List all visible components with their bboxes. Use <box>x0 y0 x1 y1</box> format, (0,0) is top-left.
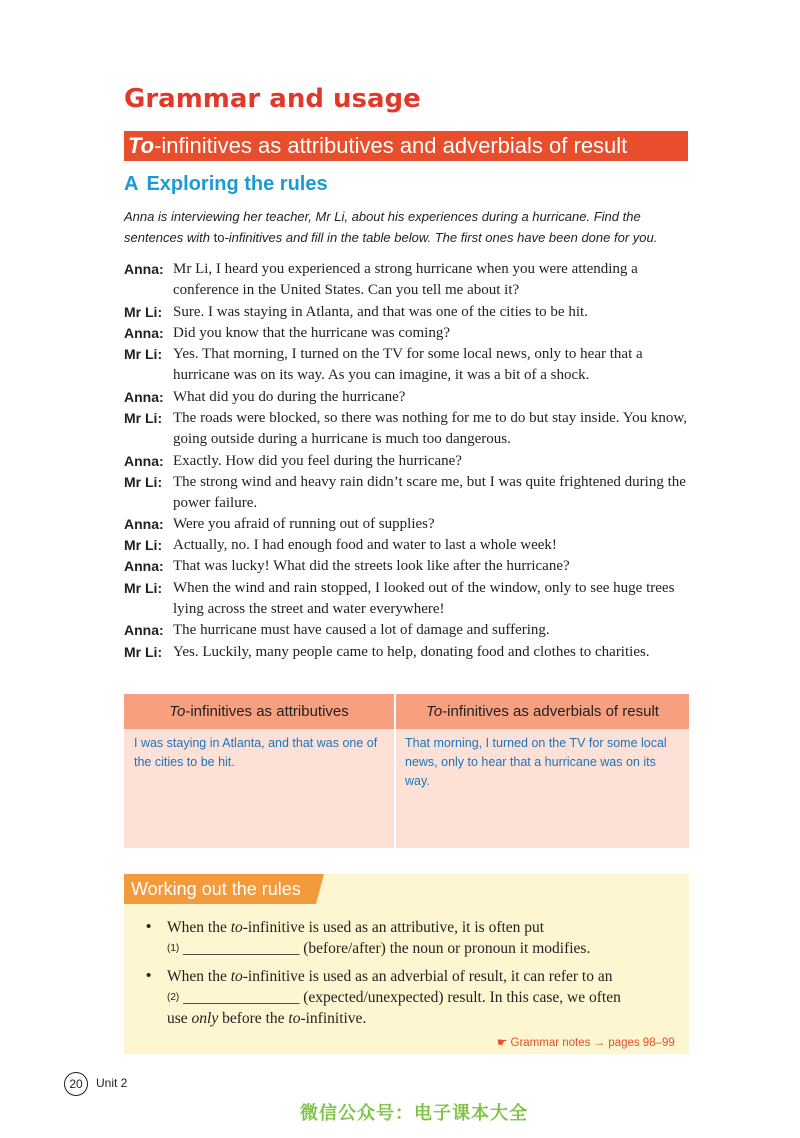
rule-text: -infinitive is used as an attributive, it is often put <box>242 919 545 936</box>
dialogue-text: When the wind and rain stopped, I looked out of the window, only to see huge trees lying across the street and water everywhere! <box>173 580 675 617</box>
dialogue-text: Were you afraid of running out of supplies? <box>173 516 435 532</box>
speaker: Anna: <box>124 516 164 532</box>
header-italic: To <box>426 703 443 720</box>
section-letter: A <box>124 173 139 195</box>
bullet-1: • <box>146 918 152 935</box>
speaker: Mr Li: <box>124 346 163 362</box>
speaker: Anna: <box>124 558 164 574</box>
rule-italic: to <box>230 968 243 985</box>
speaker: Anna: <box>124 325 164 341</box>
dialogue-text: Exactly. How did you feel during the hurricane? <box>173 453 462 469</box>
dialogue-line <box>124 302 690 323</box>
speaker: Mr Li: <box>124 304 163 320</box>
rule-text: -infinitive. <box>300 1010 367 1027</box>
dialogue-line <box>124 408 690 450</box>
grammar-notes-link[interactable]: ☛ Grammar notes → pages 98–99 <box>497 1037 675 1049</box>
bullet-2: • <box>146 967 152 984</box>
header-text: -infinitives as attributives <box>185 703 349 720</box>
blank-number: (2) <box>167 992 180 1003</box>
instructions-to: to <box>213 230 225 245</box>
dialogue-line <box>124 344 690 386</box>
dialogue-line <box>124 514 690 535</box>
dialogue-line <box>124 578 690 620</box>
page-number: 20 <box>64 1072 88 1096</box>
rule-1 <box>167 917 687 959</box>
table-cell-attributive-example: I was staying in Atlanta, and that was one of the cities to be hit. <box>134 736 378 769</box>
dialogue-text: The strong wind and heavy rain didn’t scare me, but I was quite frightened during the power failure. <box>173 474 686 511</box>
rule-text: -infinitive is used as an adverbial of result, it can refer to an <box>242 968 613 985</box>
rule-text: use <box>167 1010 192 1027</box>
rule-italic: to <box>230 919 243 936</box>
working-title: Working out the rules <box>131 879 301 899</box>
answer-blank-2[interactable]: _______________ <box>183 989 300 1006</box>
dialogue-line <box>124 535 690 556</box>
dialogue-line <box>124 323 690 344</box>
dialogue-text: The roads were blocked, so there was nothing for me to do but stay inside. You know, going outside during a hurricane is much too dangerous. <box>173 410 687 447</box>
speaker: Mr Li: <box>124 410 163 426</box>
dialogue-line <box>124 259 690 301</box>
speaker: Mr Li: <box>124 580 163 596</box>
dialogue-line <box>124 556 690 577</box>
dialogue-text: Did you know that the hurricane was coming? <box>173 325 451 341</box>
dialogue-text: Mr Li, I heard you experienced a strong hurricane when you were attending a conference in the United States. Can you tell me about it? <box>173 261 638 298</box>
dialogue-line <box>124 620 690 641</box>
section-heading <box>124 173 328 196</box>
instructions <box>124 206 690 248</box>
dialogue-text: Sure. I was staying in Atlanta, and that was one of the cities to be hit. <box>173 304 588 320</box>
speaker: Anna: <box>124 622 164 638</box>
rule-text: (expected/unexpected) result. In this case, we often <box>299 989 621 1006</box>
unit-label: Unit 2 <box>96 1076 128 1090</box>
speaker: Anna: <box>124 261 164 277</box>
table-column-divider <box>394 694 396 848</box>
speaker: Anna: <box>124 453 164 469</box>
banner-italic: To <box>128 133 155 158</box>
instructions-part1: Anna is interviewing her teacher, Mr Li, about his experiences during a hurricane. Find the sentences with <box>124 209 641 245</box>
header-italic: To <box>169 703 186 720</box>
speaker: Mr Li: <box>124 644 163 660</box>
dialogue-text: Yes. Luckily, many people came to help, donating food and clothes to charities. <box>173 644 650 660</box>
speaker: Mr Li: <box>124 537 163 553</box>
instructions-part2: -infinitives and fill in the table below. The first ones have been done for you. <box>224 230 658 245</box>
header-text: -infinitives as adverbials of result <box>442 703 659 720</box>
dialogue-text: The hurricane must have caused a lot of damage and suffering. <box>173 622 550 638</box>
dialogue-line <box>124 472 690 514</box>
rule-italic: to <box>288 1010 301 1027</box>
dialogue-text: That was lucky! What did the streets look like after the hurricane? <box>173 558 570 574</box>
rule-text: When the <box>167 968 231 985</box>
rules-table <box>124 694 689 848</box>
rule-text: (before/after) the noun or pronoun it modifies. <box>299 940 591 957</box>
rule-2 <box>167 966 687 1029</box>
dialogue-line <box>124 642 690 663</box>
section-title: Exploring the rules <box>146 173 328 195</box>
dialogue-text: Actually, no. I had enough food and water to last a whole week! <box>173 537 557 553</box>
blank-number: (1) <box>167 943 180 954</box>
answer-blank-1[interactable]: _______________ <box>183 940 300 957</box>
banner-text: -infinitives as attributives and adverbials of result <box>154 133 628 158</box>
page-title: Grammar and usage <box>124 84 421 114</box>
speaker: Mr Li: <box>124 474 163 490</box>
table-header-attributives <box>124 694 394 729</box>
rule-text: When the <box>167 919 231 936</box>
table-header-adverbials <box>396 694 689 729</box>
table-cell-adverbial-example: That morning, I turned on the TV for some local news, only to hear that a hurricane was on its way. <box>405 736 667 788</box>
watermark: 微信公众号：电子课本大全 <box>300 1103 528 1124</box>
dialogue-text: Yes. That morning, I turned on the TV for some local news, only to hear that a hurricane was on its way. As you can imagine, it was a bit of a shock. <box>173 346 643 383</box>
rule-italic: only <box>191 1010 219 1027</box>
rule-text: before the <box>218 1010 289 1027</box>
section-banner <box>124 131 688 161</box>
dialogue-line <box>124 451 690 472</box>
dialogue-text: What did you do during the hurricane? <box>173 389 406 405</box>
dialogue-line <box>124 387 690 408</box>
speaker: Anna: <box>124 389 164 405</box>
